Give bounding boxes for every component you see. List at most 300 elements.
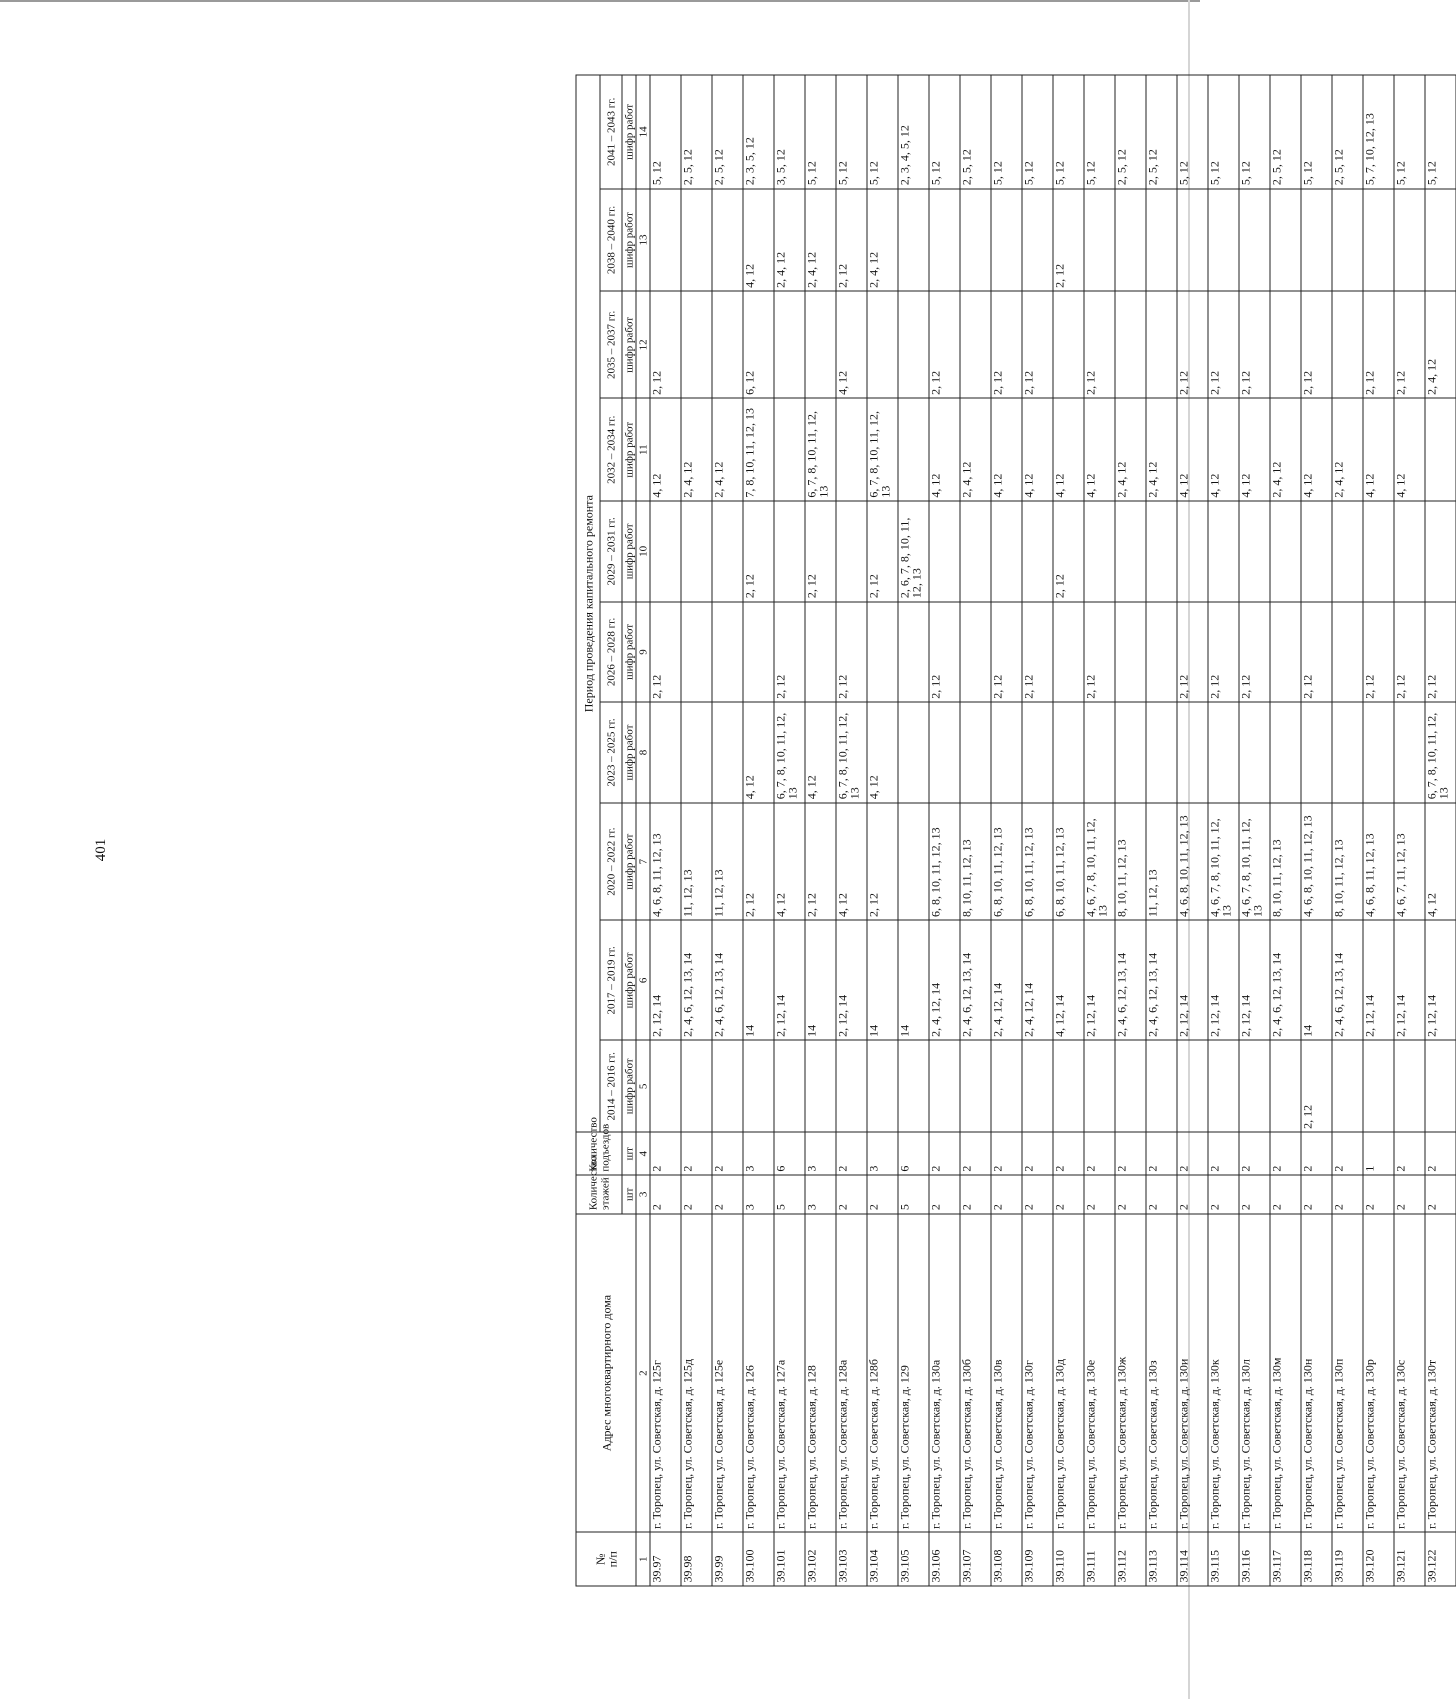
- work-code-cell: 4, 12: [1022, 398, 1053, 501]
- work-code-cell: 4, 12: [867, 702, 898, 803]
- table-row: [929, 75, 960, 1586]
- row-number: 39.120: [1363, 1532, 1394, 1586]
- work-code-cell: [1239, 501, 1270, 602]
- column-number: 9: [636, 601, 650, 702]
- work-code-cell: [712, 601, 743, 702]
- work-code-cell: 11, 12, 13: [1146, 802, 1177, 920]
- row-address: г. Торопец, ул. Советская, д. 127а: [774, 1213, 805, 1532]
- page-number: 401: [93, 838, 109, 862]
- work-code-cell: [1146, 1040, 1177, 1132]
- work-code-cell: 4, 6, 8, 10, 11, 12, 13: [1301, 802, 1332, 920]
- work-code-cell: 2, 12: [1301, 1040, 1332, 1132]
- work-code-cell: 2, 4, 6, 12, 13, 14: [1115, 920, 1146, 1040]
- work-code-cell: [1332, 702, 1363, 803]
- work-code-cell: [1425, 501, 1456, 602]
- work-code-cell: [1115, 501, 1146, 602]
- work-code-cell: 2, 12, 14: [836, 920, 867, 1040]
- row-entrances: 2: [1270, 1132, 1301, 1175]
- work-code-header: шифр работ: [622, 398, 636, 501]
- work-code-cell: 2, 12: [1239, 291, 1270, 398]
- work-code-cell: 5, 12: [867, 75, 898, 189]
- row-entrances: 2: [681, 1132, 712, 1175]
- work-code-cell: 2, 4, 12: [1332, 398, 1363, 501]
- row-address: г. Торопец, ул. Советская, д. 130з: [1146, 1213, 1177, 1532]
- work-code-cell: 6, 8, 10, 11, 12, 13: [1053, 802, 1084, 920]
- work-code-cell: [681, 1040, 712, 1132]
- period-header: 2014 – 2016 гг.: [600, 1040, 622, 1132]
- row-entrances: 2: [1239, 1132, 1270, 1175]
- work-code-cell: 2, 12: [867, 802, 898, 920]
- work-code-cell: 4, 12: [774, 802, 805, 920]
- row-floors: 2: [836, 1175, 867, 1214]
- work-code-cell: 2, 4, 12: [1425, 291, 1456, 398]
- row-address: г. Торопец, ул. Советская, д. 130г: [1022, 1213, 1053, 1532]
- row-floors: 2: [1394, 1175, 1425, 1214]
- unit-entrances: шт: [622, 1132, 636, 1175]
- work-code-cell: 4, 12: [1208, 398, 1239, 501]
- work-code-cell: 4, 6, 7, 8, 10, 11, 12, 13: [1084, 802, 1115, 920]
- work-code-cell: 2, 4, 6, 12, 13, 14: [681, 920, 712, 1040]
- row-number: 39.119: [1332, 1532, 1363, 1586]
- work-code-cell: 2, 12: [991, 291, 1022, 398]
- work-code-cell: [1425, 398, 1456, 501]
- work-code-cell: 4, 12: [929, 398, 960, 501]
- work-code-cell: 2, 12: [1239, 601, 1270, 702]
- work-code-cell: [805, 291, 836, 398]
- table-row: [836, 75, 867, 1586]
- work-code-cell: [960, 188, 991, 291]
- work-code-cell: [991, 702, 1022, 803]
- table-row: [867, 75, 898, 1586]
- work-code-cell: [1208, 702, 1239, 803]
- work-code-cell: 5, 12: [991, 75, 1022, 189]
- work-code-cell: 2, 12: [1363, 601, 1394, 702]
- period-header: 2032 – 2034 гг.: [600, 398, 622, 501]
- table-row: [1363, 75, 1394, 1586]
- work-code-cell: [991, 501, 1022, 602]
- work-code-cell: [743, 1040, 774, 1132]
- table-row: [1177, 75, 1208, 1586]
- work-code-cell: 2, 12: [650, 601, 681, 702]
- work-code-cell: 14: [867, 920, 898, 1040]
- work-code-cell: 5, 12: [1208, 75, 1239, 189]
- work-code-cell: 2, 3, 4, 5, 12: [898, 75, 929, 189]
- work-code-cell: 2, 12, 14: [1239, 920, 1270, 1040]
- work-code-cell: 2, 6, 7, 8, 10, 11, 12, 13: [898, 501, 929, 602]
- work-code-cell: 2, 12: [743, 501, 774, 602]
- table-row: [1115, 75, 1146, 1586]
- work-code-cell: 14: [805, 920, 836, 1040]
- table-row: [960, 75, 991, 1586]
- work-code-cell: 5, 12: [805, 75, 836, 189]
- column-number: 3: [636, 1175, 650, 1214]
- work-code-cell: [836, 1040, 867, 1132]
- row-entrances: 1: [1363, 1132, 1394, 1175]
- work-code-cell: 2, 4, 6, 12, 13, 14: [1270, 920, 1301, 1040]
- row-address: г. Торопец, ул. Советская, д. 130м: [1270, 1213, 1301, 1532]
- work-code-cell: 2, 4, 12: [805, 188, 836, 291]
- work-code-cell: [774, 501, 805, 602]
- work-code-cell: 4, 6, 7, 8, 10, 11, 12, 13: [1239, 802, 1270, 920]
- work-code-cell: 4, 12: [1425, 802, 1456, 920]
- column-number: 4: [636, 1132, 650, 1175]
- work-code-cell: 8, 10, 11, 12, 13: [1270, 802, 1301, 920]
- work-code-cell: [681, 702, 712, 803]
- work-code-cell: 4, 12: [805, 702, 836, 803]
- row-entrances: 2: [1084, 1132, 1115, 1175]
- work-code-cell: 5, 12: [1394, 75, 1425, 189]
- row-address: г. Торопец, ул. Советская, д. 128а: [836, 1213, 867, 1532]
- work-code-cell: 2, 4, 12: [867, 188, 898, 291]
- row-number: 39.105: [898, 1532, 929, 1586]
- work-code-cell: 2, 12, 14: [1084, 920, 1115, 1040]
- table-row: [1239, 75, 1270, 1586]
- work-code-cell: 2, 12: [1208, 291, 1239, 398]
- row-number: 39.100: [743, 1532, 774, 1586]
- work-code-cell: [1022, 501, 1053, 602]
- work-code-cell: [1146, 188, 1177, 291]
- row-address: г. Торопец, ул. Советская, д. 125д: [681, 1213, 712, 1532]
- row-number: 39.99: [712, 1532, 743, 1586]
- work-code-cell: 6, 8, 10, 11, 12, 13: [1022, 802, 1053, 920]
- column-number: 12: [636, 291, 650, 398]
- row-floors: 2: [681, 1175, 712, 1214]
- work-code-cell: [1239, 188, 1270, 291]
- row-number: 39.102: [805, 1532, 836, 1586]
- column-number: 1: [636, 1532, 650, 1586]
- work-code-cell: 2, 3, 5, 12: [743, 75, 774, 189]
- row-address: г. Торопец, ул. Советская, д. 126: [743, 1213, 774, 1532]
- work-code-cell: 5, 12: [1022, 75, 1053, 189]
- work-code-cell: 2, 12: [805, 802, 836, 920]
- work-code-cell: 2, 12: [1084, 601, 1115, 702]
- work-code-cell: [960, 702, 991, 803]
- work-code-cell: [1363, 1040, 1394, 1132]
- period-header: 2041 – 2043 гг.: [600, 75, 622, 189]
- work-code-cell: 2, 12: [1425, 601, 1456, 702]
- row-number: 39.97: [650, 1532, 681, 1586]
- scan-edge-top: [0, 0, 1200, 2]
- work-code-cell: 4, 12: [743, 702, 774, 803]
- work-code-header: шифр работ: [622, 75, 636, 189]
- work-code-cell: 5, 7, 10, 12, 13: [1363, 75, 1394, 189]
- work-code-cell: [743, 601, 774, 702]
- row-number: 39.103: [836, 1532, 867, 1586]
- row-address: г. Торопец, ул. Советская, д. 130е: [1084, 1213, 1115, 1532]
- work-code-cell: [1177, 702, 1208, 803]
- work-code-cell: 4, 12: [1363, 398, 1394, 501]
- work-code-cell: 6, 7, 8, 10, 11, 12, 13: [867, 398, 898, 501]
- work-code-header: шифр работ: [622, 802, 636, 920]
- work-code-cell: 4, 6, 8, 11, 12, 13: [650, 802, 681, 920]
- work-code-cell: 2, 12: [1177, 601, 1208, 702]
- work-code-cell: 14: [898, 920, 929, 1040]
- row-number: 39.107: [960, 1532, 991, 1586]
- table-row: [712, 75, 743, 1586]
- row-number: 39.104: [867, 1532, 898, 1586]
- table-row: [681, 75, 712, 1586]
- work-code-cell: 14: [1301, 920, 1332, 1040]
- work-code-cell: [805, 1040, 836, 1132]
- work-code-cell: 8, 10, 11, 12, 13: [1115, 802, 1146, 920]
- work-code-cell: [898, 702, 929, 803]
- period-header: 2026 – 2028 гг.: [600, 601, 622, 702]
- row-entrances: 2: [1177, 1132, 1208, 1175]
- row-floors: 2: [867, 1175, 898, 1214]
- work-code-cell: [1146, 702, 1177, 803]
- row-entrances: 2: [1115, 1132, 1146, 1175]
- work-code-cell: [1332, 501, 1363, 602]
- table-row: [898, 75, 929, 1586]
- work-code-cell: 2, 12: [1022, 601, 1053, 702]
- work-code-cell: 7, 8, 10, 11, 12, 13: [743, 398, 774, 501]
- work-code-cell: 6, 7, 8, 10, 11, 12, 13: [836, 702, 867, 803]
- row-address: г. Торопец, ул. Советская, д. 128б: [867, 1213, 898, 1532]
- row-address: г. Торопец, ул. Советская, д. 130и: [1177, 1213, 1208, 1532]
- rotated-table-container: [575, 74, 1450, 1586]
- row-floors: 2: [1177, 1175, 1208, 1214]
- work-code-cell: 4, 12: [1053, 398, 1084, 501]
- work-code-header: шифр работ: [622, 1040, 636, 1132]
- work-code-cell: 6, 8, 10, 11, 12, 13: [929, 802, 960, 920]
- work-code-cell: [836, 501, 867, 602]
- work-code-cell: 2, 12: [1084, 291, 1115, 398]
- work-code-cell: 6, 8, 10, 11, 12, 13: [991, 802, 1022, 920]
- work-code-cell: 2, 12: [929, 601, 960, 702]
- work-code-cell: [960, 501, 991, 602]
- work-code-cell: [1146, 291, 1177, 398]
- work-code-cell: [1270, 1040, 1301, 1132]
- work-code-cell: [1363, 188, 1394, 291]
- row-entrances: 2: [960, 1132, 991, 1175]
- work-code-cell: 5, 12: [1084, 75, 1115, 189]
- work-code-cell: 2, 4, 12: [774, 188, 805, 291]
- row-address: г. Торопец, ул. Советская, д. 130б: [960, 1213, 991, 1532]
- column-number: 10: [636, 501, 650, 602]
- row-number: 39.115: [1208, 1532, 1239, 1586]
- header-entrances: Количество подъездов: [576, 1132, 622, 1175]
- work-code-cell: 6, 7, 8, 10, 11, 12, 13: [805, 398, 836, 501]
- row-floors: 2: [1053, 1175, 1084, 1214]
- row-entrances: 3: [743, 1132, 774, 1175]
- work-code-cell: 2, 12: [743, 802, 774, 920]
- table-row: [1146, 75, 1177, 1586]
- row-floors: 2: [712, 1175, 743, 1214]
- work-code-cell: [1301, 702, 1332, 803]
- row-entrances: 6: [774, 1132, 805, 1175]
- row-address: г. Торопец, ул. Советская, д. 130в: [991, 1213, 1022, 1532]
- work-code-cell: 5, 12: [1239, 75, 1270, 189]
- work-code-cell: [1146, 501, 1177, 602]
- row-address: г. Торопец, ул. Советская, д. 130л: [1239, 1213, 1270, 1532]
- work-code-header: шифр работ: [622, 501, 636, 602]
- work-code-cell: 5, 12: [929, 75, 960, 189]
- work-code-cell: 2, 12: [1363, 291, 1394, 398]
- work-code-cell: 2, 12: [991, 601, 1022, 702]
- work-code-cell: [1363, 702, 1394, 803]
- table-row: [743, 75, 774, 1586]
- work-code-cell: 5, 12: [1177, 75, 1208, 189]
- table-row: [650, 75, 681, 1586]
- table-row: [1394, 75, 1425, 1586]
- row-number: 39.118: [1301, 1532, 1332, 1586]
- work-code-cell: 6, 7, 8, 10, 11, 12, 13: [1425, 702, 1456, 803]
- work-code-cell: [960, 601, 991, 702]
- work-code-cell: 4, 12: [1239, 398, 1270, 501]
- row-entrances: 2: [1208, 1132, 1239, 1175]
- row-floors: 2: [1332, 1175, 1363, 1214]
- row-address: г. Торопец, ул. Советская, д. 130а: [929, 1213, 960, 1532]
- column-number: 8: [636, 702, 650, 803]
- work-code-header: шифр работ: [622, 188, 636, 291]
- column-number: 2: [636, 1213, 650, 1532]
- row-number: 39.121: [1394, 1532, 1425, 1586]
- row-entrances: 2: [991, 1132, 1022, 1175]
- work-code-cell: 2, 12: [836, 601, 867, 702]
- work-code-cell: [929, 1040, 960, 1132]
- row-entrances: 3: [867, 1132, 898, 1175]
- work-code-cell: [774, 1040, 805, 1132]
- work-code-cell: [712, 1040, 743, 1132]
- row-entrances: 2: [650, 1132, 681, 1175]
- work-code-cell: 4, 12: [991, 398, 1022, 501]
- work-code-cell: [1115, 291, 1146, 398]
- row-address: г. Торопец, ул. Советская, д. 128: [805, 1213, 836, 1532]
- row-floors: 2: [960, 1175, 991, 1214]
- row-floors: 2: [1270, 1175, 1301, 1214]
- work-code-cell: [1177, 501, 1208, 602]
- work-code-cell: [1208, 188, 1239, 291]
- row-entrances: 2: [1394, 1132, 1425, 1175]
- table-row: [1425, 75, 1456, 1586]
- row-address: г. Торопец, ул. Советская, д. 130р: [1363, 1213, 1394, 1532]
- work-code-cell: [1084, 702, 1115, 803]
- work-code-cell: [1270, 702, 1301, 803]
- row-entrances: 2: [1332, 1132, 1363, 1175]
- row-number: 39.114: [1177, 1532, 1208, 1586]
- row-number: 39.116: [1239, 1532, 1270, 1586]
- work-code-cell: [1177, 1040, 1208, 1132]
- work-code-cell: 4, 6, 7, 11, 12, 13: [1394, 802, 1425, 920]
- work-code-cell: 2, 4, 12, 14: [991, 920, 1022, 1040]
- work-code-cell: 5, 12: [836, 75, 867, 189]
- work-code-cell: 2, 12: [836, 188, 867, 291]
- work-code-cell: 4, 12: [836, 291, 867, 398]
- work-code-cell: [898, 398, 929, 501]
- work-code-cell: 5, 12: [1053, 75, 1084, 189]
- row-address: г. Торопец, ул. Советская, д. 130ж: [1115, 1213, 1146, 1532]
- work-code-cell: [1394, 702, 1425, 803]
- work-code-cell: [1301, 188, 1332, 291]
- work-code-cell: 11, 12, 13: [681, 802, 712, 920]
- work-code-cell: 2, 12: [1394, 291, 1425, 398]
- work-code-cell: 2, 12: [1208, 601, 1239, 702]
- period-header: 2038 – 2040 гг.: [600, 188, 622, 291]
- work-code-cell: [1394, 188, 1425, 291]
- work-code-cell: [1053, 1040, 1084, 1132]
- work-code-cell: 4, 12: [1394, 398, 1425, 501]
- work-code-cell: 4, 6, 8, 11, 12, 13: [1363, 802, 1394, 920]
- row-floors: 2: [1363, 1175, 1394, 1214]
- work-code-cell: [1425, 1040, 1456, 1132]
- work-code-cell: 2, 4, 6, 12, 13, 14: [1146, 920, 1177, 1040]
- table-row: [774, 75, 805, 1586]
- row-number: 39.98: [681, 1532, 712, 1586]
- work-code-cell: [867, 601, 898, 702]
- work-code-cell: [867, 291, 898, 398]
- work-code-cell: 5, 12: [650, 75, 681, 189]
- period-header: 2023 – 2025 гг.: [600, 702, 622, 803]
- work-code-cell: [1301, 501, 1332, 602]
- work-code-cell: [1270, 501, 1301, 602]
- work-code-cell: [1208, 1040, 1239, 1132]
- row-number: 39.111: [1084, 1532, 1115, 1586]
- work-code-cell: [1332, 601, 1363, 702]
- work-code-cell: [1425, 188, 1456, 291]
- header-address: Адрес многоквартирного дома: [576, 1213, 636, 1532]
- work-code-cell: [805, 601, 836, 702]
- table-row: [1084, 75, 1115, 1586]
- work-code-cell: 2, 5, 12: [681, 75, 712, 189]
- row-floors: 2: [1084, 1175, 1115, 1214]
- row-number: 39.112: [1115, 1532, 1146, 1586]
- work-code-cell: [774, 398, 805, 501]
- row-entrances: 2: [712, 1132, 743, 1175]
- capital-repair-table: [575, 74, 1456, 1586]
- work-code-cell: [1332, 291, 1363, 398]
- work-code-header: шифр работ: [622, 920, 636, 1040]
- work-code-cell: 2, 4, 12: [1115, 398, 1146, 501]
- work-code-cell: [1053, 702, 1084, 803]
- work-code-cell: 8, 10, 11, 12, 13: [1332, 802, 1363, 920]
- column-number: 14: [636, 75, 650, 189]
- row-floors: 2: [1301, 1175, 1332, 1214]
- work-code-cell: [650, 702, 681, 803]
- row-floors: 3: [805, 1175, 836, 1214]
- work-code-cell: 2, 5, 12: [1332, 75, 1363, 189]
- row-entrances: 2: [1146, 1132, 1177, 1175]
- work-code-cell: [681, 291, 712, 398]
- work-code-cell: [1270, 188, 1301, 291]
- row-address: г. Торопец, ул. Советская, д. 125г: [650, 1213, 681, 1532]
- work-code-cell: 2, 12: [1177, 291, 1208, 398]
- header-period: Период проведения капитального ремонта: [576, 75, 600, 1132]
- work-code-cell: [1270, 291, 1301, 398]
- work-code-cell: [1084, 188, 1115, 291]
- work-code-cell: 2, 4, 12: [1146, 398, 1177, 501]
- table-row: [991, 75, 1022, 1586]
- work-code-cell: [1115, 702, 1146, 803]
- row-number: 39.106: [929, 1532, 960, 1586]
- work-code-cell: 11, 12, 13: [712, 802, 743, 920]
- work-code-cell: [1022, 1040, 1053, 1132]
- work-code-cell: 2, 5, 12: [960, 75, 991, 189]
- row-floors: 2: [1208, 1175, 1239, 1214]
- work-code-cell: 2, 4, 12, 14: [1022, 920, 1053, 1040]
- work-code-cell: 4, 12: [1084, 398, 1115, 501]
- row-floors: 5: [774, 1175, 805, 1214]
- work-code-cell: 2, 12: [1022, 291, 1053, 398]
- row-floors: 3: [743, 1175, 774, 1214]
- work-code-cell: 2, 12: [805, 501, 836, 602]
- work-code-cell: [774, 291, 805, 398]
- table-row: [1270, 75, 1301, 1586]
- work-code-header: шифр работ: [622, 601, 636, 702]
- work-code-cell: 14: [743, 920, 774, 1040]
- work-code-cell: 2, 5, 12: [1115, 75, 1146, 189]
- header-floors: Количество этажей: [576, 1175, 622, 1214]
- work-code-cell: 2, 5, 12: [1146, 75, 1177, 189]
